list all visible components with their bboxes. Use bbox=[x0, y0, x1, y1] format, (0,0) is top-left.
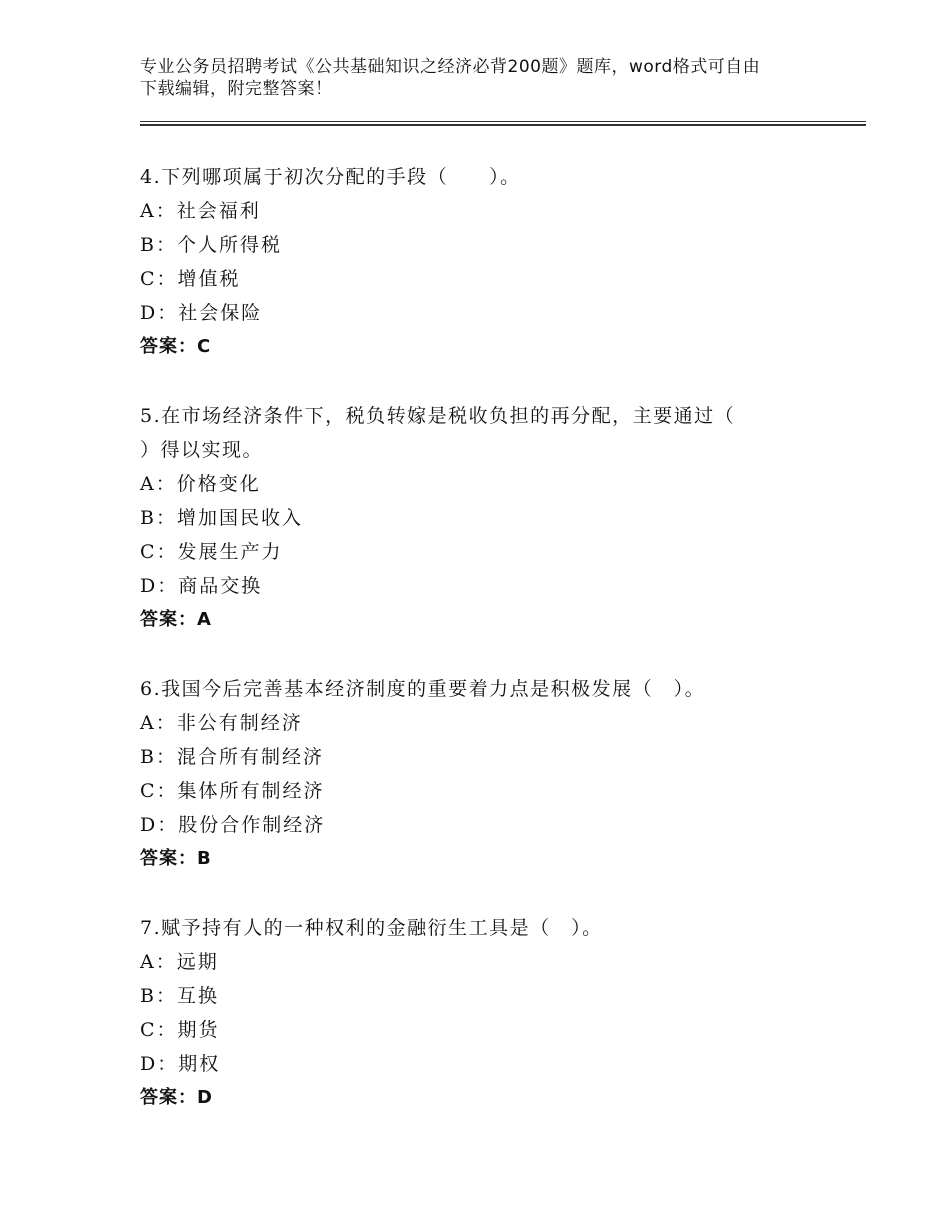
option-d: D：期权 bbox=[140, 1053, 221, 1075]
question-text-continued: ）得以实现。 bbox=[140, 439, 264, 461]
option-a: A：社会福利 bbox=[140, 200, 261, 222]
document-header bbox=[140, 56, 820, 100]
option-c: C：期货 bbox=[140, 1019, 220, 1041]
option-b: B：混合所有制经济 bbox=[140, 746, 324, 768]
option-b: B：个人所得税 bbox=[140, 234, 282, 256]
answer: 答案：B bbox=[140, 848, 212, 869]
question-6 bbox=[140, 672, 860, 876]
option-c: C：集体所有制经济 bbox=[140, 780, 325, 802]
option-c: C：增值税 bbox=[140, 268, 241, 290]
answer: 答案：A bbox=[140, 609, 212, 630]
option-b: B：增加国民收入 bbox=[140, 507, 303, 529]
question-7 bbox=[140, 911, 860, 1115]
header-line-2: 下载编辑，附完整答案！ bbox=[140, 79, 333, 99]
question-text: 4.下列哪项属于初次分配的手段（ ）。 bbox=[140, 166, 521, 188]
question-4 bbox=[140, 160, 860, 364]
question-5 bbox=[140, 399, 860, 637]
question-text: 6.我国今后完善基本经济制度的重要着力点是积极发展（ ）。 bbox=[140, 678, 706, 700]
option-a: A：价格变化 bbox=[140, 473, 261, 495]
header-line-1: 专业公务员招聘考试《公共基础知识之经济必背200题》题库，word格式可自由 bbox=[140, 57, 761, 77]
option-d: D：商品交换 bbox=[140, 575, 263, 597]
option-c: C：发展生产力 bbox=[140, 541, 283, 563]
option-a: A：非公有制经济 bbox=[140, 712, 303, 734]
question-text: 5.在市场经济条件下，税负转嫁是税收负担的再分配，主要通过（ bbox=[140, 405, 736, 427]
option-d: D：社会保险 bbox=[140, 302, 263, 324]
option-a: A：远期 bbox=[140, 951, 219, 973]
answer: 答案：D bbox=[140, 1087, 213, 1108]
header-divider-thick bbox=[140, 124, 866, 126]
header-divider-thin bbox=[140, 121, 866, 122]
option-b: B：互换 bbox=[140, 985, 219, 1007]
answer: 答案：C bbox=[140, 336, 212, 357]
question-text: 7.赋予持有人的一种权利的金融衍生工具是（ ）。 bbox=[140, 917, 603, 939]
option-d: D：股份合作制经济 bbox=[140, 814, 326, 836]
